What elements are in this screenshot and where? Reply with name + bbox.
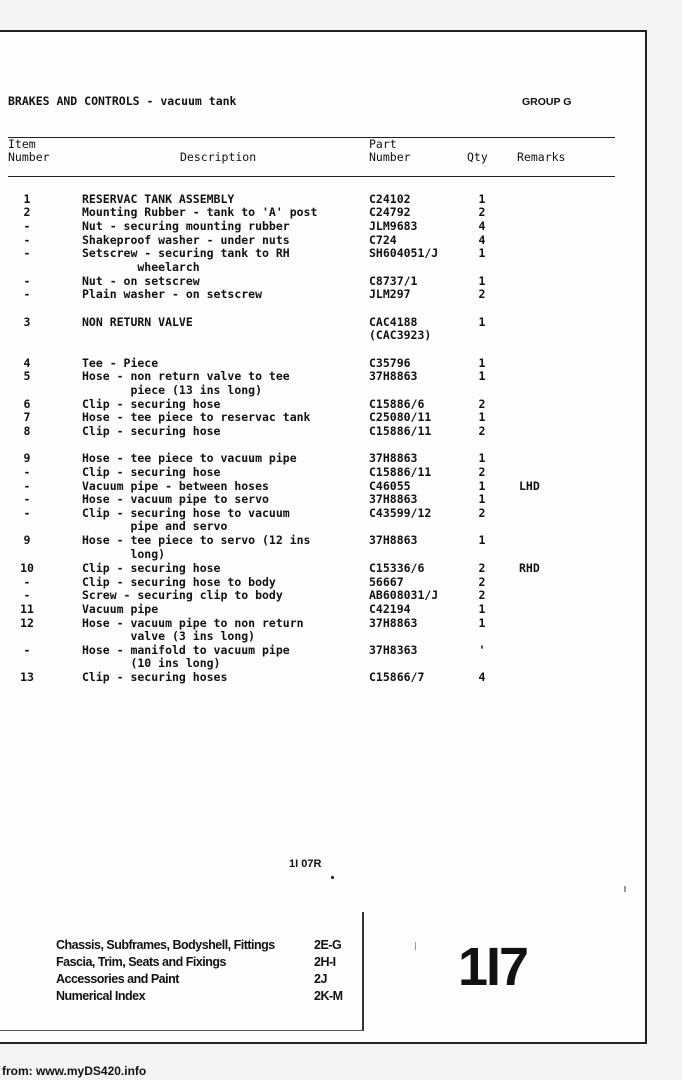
row-description: Nut - on setscrew — [82, 274, 200, 288]
row-qty: 2 — [478, 575, 486, 589]
row-qty: 1 — [478, 192, 486, 206]
row-part-number: JLM9683 — [369, 219, 418, 233]
row-qty: 1 — [478, 356, 486, 370]
row-item: 2 — [23, 205, 31, 219]
row-description: Clip - securing hoses — [82, 670, 228, 684]
row-qty: 2 — [478, 397, 486, 411]
row-part-number: C42194 — [369, 602, 411, 616]
row-part-number: JLM297 — [369, 287, 411, 301]
col-item-line1: Item — [8, 137, 36, 151]
row-qty: 4 — [478, 233, 486, 247]
row-description: Hose - vacuum pipe to non return — [82, 616, 304, 630]
row-description: Clip - securing hose to vacuum — [82, 506, 290, 520]
row-remarks: RHD — [519, 561, 540, 575]
row-part-number: (CAC3923) — [369, 328, 432, 342]
row-description: Shakeproof washer - under nuts — [82, 233, 290, 247]
row-part-number: C25080/11 — [369, 410, 432, 424]
row-description: piece (13 ins long) — [82, 383, 263, 397]
index-code: 2K-M — [314, 989, 343, 1003]
row-qty: 1 — [478, 492, 486, 506]
row-part-number: C15336/6 — [369, 561, 425, 575]
row-item: 4 — [23, 356, 31, 370]
header-rule-bottom — [8, 176, 615, 177]
row-item: - — [23, 479, 31, 493]
row-item: 11 — [20, 602, 34, 616]
row-item: - — [23, 643, 31, 657]
row-item: - — [23, 287, 31, 301]
table-row — [0, 548, 640, 562]
row-part-number: C8737/1 — [369, 274, 418, 288]
row-part-number: C43599/12 — [369, 506, 432, 520]
row-description: (10 ins long) — [82, 656, 221, 670]
index-code: 2H-I — [314, 955, 336, 969]
row-qty: 1 — [478, 451, 486, 465]
col-description: Description — [180, 150, 257, 164]
row-description: Nut - securing mounting rubber — [82, 219, 290, 233]
row-part-number: 37H8863 — [369, 616, 418, 630]
row-part-number: C15866/7 — [369, 670, 425, 684]
col-remarks: Remarks — [517, 150, 566, 164]
table-row — [0, 657, 640, 671]
row-qty: 1 — [478, 274, 486, 288]
row-qty: 2 — [478, 424, 486, 438]
col-qty: Qty — [467, 150, 488, 164]
row-description: Hose - vacuum pipe to servo — [82, 492, 269, 506]
table-row — [0, 384, 640, 398]
index-label: Chassis, Subframes, Bodyshell, Fittings — [56, 938, 275, 952]
table-row — [0, 452, 640, 466]
row-item: - — [23, 575, 31, 589]
row-item: 8 — [23, 424, 31, 438]
row-description: Hose - tee piece to servo (12 ins — [82, 533, 311, 547]
row-description: Plain washer - on setscrew — [82, 287, 263, 301]
page-number: 1I7 — [458, 937, 528, 997]
row-description: Mounting Rubber - tank to 'A' post — [82, 205, 318, 219]
row-qty: 1 — [478, 602, 486, 616]
row-qty: 4 — [478, 670, 486, 684]
row-description: Clip - securing hose to body — [82, 575, 276, 589]
row-part-number: C15886/6 — [369, 397, 425, 411]
index-label: Numerical Index — [56, 989, 146, 1003]
row-qty: 1 — [478, 533, 486, 547]
section-title: BRAKES AND CONTROLS - vacuum tank — [8, 94, 237, 108]
group-label: GROUP G — [522, 96, 572, 108]
row-part-number: 37H8363 — [369, 643, 418, 657]
table-row — [0, 520, 640, 534]
row-description: Hose - manifold to vacuum pipe — [82, 643, 290, 657]
row-part-number: 37H8863 — [369, 492, 418, 506]
table-row — [0, 630, 640, 644]
table-row — [0, 603, 640, 617]
row-item: - — [23, 219, 31, 233]
row-item: - — [23, 506, 31, 520]
table-row — [0, 329, 640, 343]
row-item: 5 — [23, 369, 31, 383]
row-qty: 2 — [478, 561, 486, 575]
row-description: Hose - tee piece to vacuum pipe — [82, 451, 297, 465]
table-row — [0, 562, 640, 576]
header-rule-top — [8, 137, 615, 138]
table-row — [0, 370, 640, 384]
row-item: 12 — [20, 616, 34, 630]
table-row — [0, 220, 640, 234]
col-part-line1: Part — [369, 137, 397, 151]
row-item: - — [23, 233, 31, 247]
row-item: - — [23, 492, 31, 506]
row-description: Vacuum pipe — [82, 602, 159, 616]
source-url: from: www.myDS420.info — [2, 1064, 147, 1078]
row-part-number: 37H8863 — [369, 533, 418, 547]
row-part-number: AB608031/J — [369, 588, 439, 602]
row-description: Clip - securing hose — [82, 561, 221, 575]
index-code: 2E-G — [314, 938, 342, 952]
row-item: 9 — [23, 451, 31, 465]
col-part-line2: Number — [369, 150, 411, 164]
row-part-number: CAC4188 — [369, 315, 418, 329]
row-qty: 1 — [478, 246, 486, 260]
index-label: Fascia, Trim, Seats and Fixings — [56, 955, 226, 969]
row-part-number: 56667 — [369, 575, 404, 589]
row-description: Hose - tee piece to reservac tank — [82, 410, 311, 424]
table-row — [0, 288, 640, 302]
scan-speck — [624, 886, 626, 892]
row-qty: 2 — [478, 506, 486, 520]
row-item: - — [23, 274, 31, 288]
row-item: 1 — [23, 192, 31, 206]
row-qty: 1 — [478, 315, 486, 329]
index-box — [0, 912, 364, 1031]
row-item: - — [23, 465, 31, 479]
table-row — [0, 206, 640, 220]
row-part-number: C15886/11 — [369, 465, 432, 479]
row-part-number: 37H8863 — [369, 369, 418, 383]
row-description: Clip - securing hose — [82, 424, 221, 438]
table-row — [0, 534, 640, 548]
row-part-number: C24102 — [369, 192, 411, 206]
row-part-number: 37H8863 — [369, 451, 418, 465]
row-part-number: C15886/11 — [369, 424, 432, 438]
scan-speck — [415, 942, 416, 950]
table-row — [0, 425, 640, 439]
row-description: Clip - securing hose — [82, 397, 221, 411]
row-description: Tee - Piece — [82, 356, 159, 370]
row-item: 13 — [20, 670, 34, 684]
table-row — [0, 671, 640, 685]
row-qty: 2 — [478, 588, 486, 602]
row-item: 7 — [23, 410, 31, 424]
row-description: pipe and servo — [82, 519, 228, 533]
table-row — [0, 316, 640, 330]
row-qty: 1 — [478, 369, 486, 383]
page-reference: 1I 07R — [289, 858, 322, 870]
row-item: 9 — [23, 533, 31, 547]
table-row — [0, 247, 640, 261]
table-row — [0, 589, 640, 603]
row-description: valve (3 ins long) — [82, 629, 256, 643]
table-row — [0, 411, 640, 425]
row-part-number: C724 — [369, 233, 397, 247]
table-row — [0, 466, 640, 480]
row-description: Hose - non return valve to tee — [82, 369, 290, 383]
row-description: long) — [82, 547, 166, 561]
row-qty: 2 — [478, 465, 486, 479]
row-part-number: SH604051/J — [369, 246, 439, 260]
row-item: - — [23, 588, 31, 602]
col-item-line2: Number — [8, 150, 50, 164]
row-description: wheelarch — [82, 260, 200, 274]
row-remarks: LHD — [519, 479, 540, 493]
row-qty: 2 — [478, 205, 486, 219]
row-description: Setscrew - securing tank to RH — [82, 246, 290, 260]
table-row — [0, 261, 640, 275]
row-description: Vacuum pipe - between hoses — [82, 479, 269, 493]
row-qty: 4 — [478, 219, 486, 233]
row-description: NON RETURN VALVE — [82, 315, 193, 329]
row-item: 6 — [23, 397, 31, 411]
row-part-number: C35796 — [369, 356, 411, 370]
row-item: 10 — [20, 561, 34, 575]
table-row — [0, 493, 640, 507]
row-qty: 2 — [478, 287, 486, 301]
row-qty: 1 — [478, 479, 486, 493]
mark-dot — [331, 876, 334, 879]
row-part-number: C46055 — [369, 479, 411, 493]
row-description: Screw - securing clip to body — [82, 588, 283, 602]
row-item: 3 — [23, 315, 31, 329]
row-part-number: C24792 — [369, 205, 411, 219]
row-description: Clip - securing hose — [82, 465, 221, 479]
row-item: - — [23, 246, 31, 260]
row-description: RESERVAC TANK ASSEMBLY — [82, 192, 235, 206]
row-qty: 1 — [478, 616, 486, 630]
index-label: Accessories and Paint — [56, 972, 179, 986]
row-qty: ' — [478, 643, 486, 657]
index-code: 2J — [314, 972, 327, 986]
row-qty: 1 — [478, 410, 486, 424]
